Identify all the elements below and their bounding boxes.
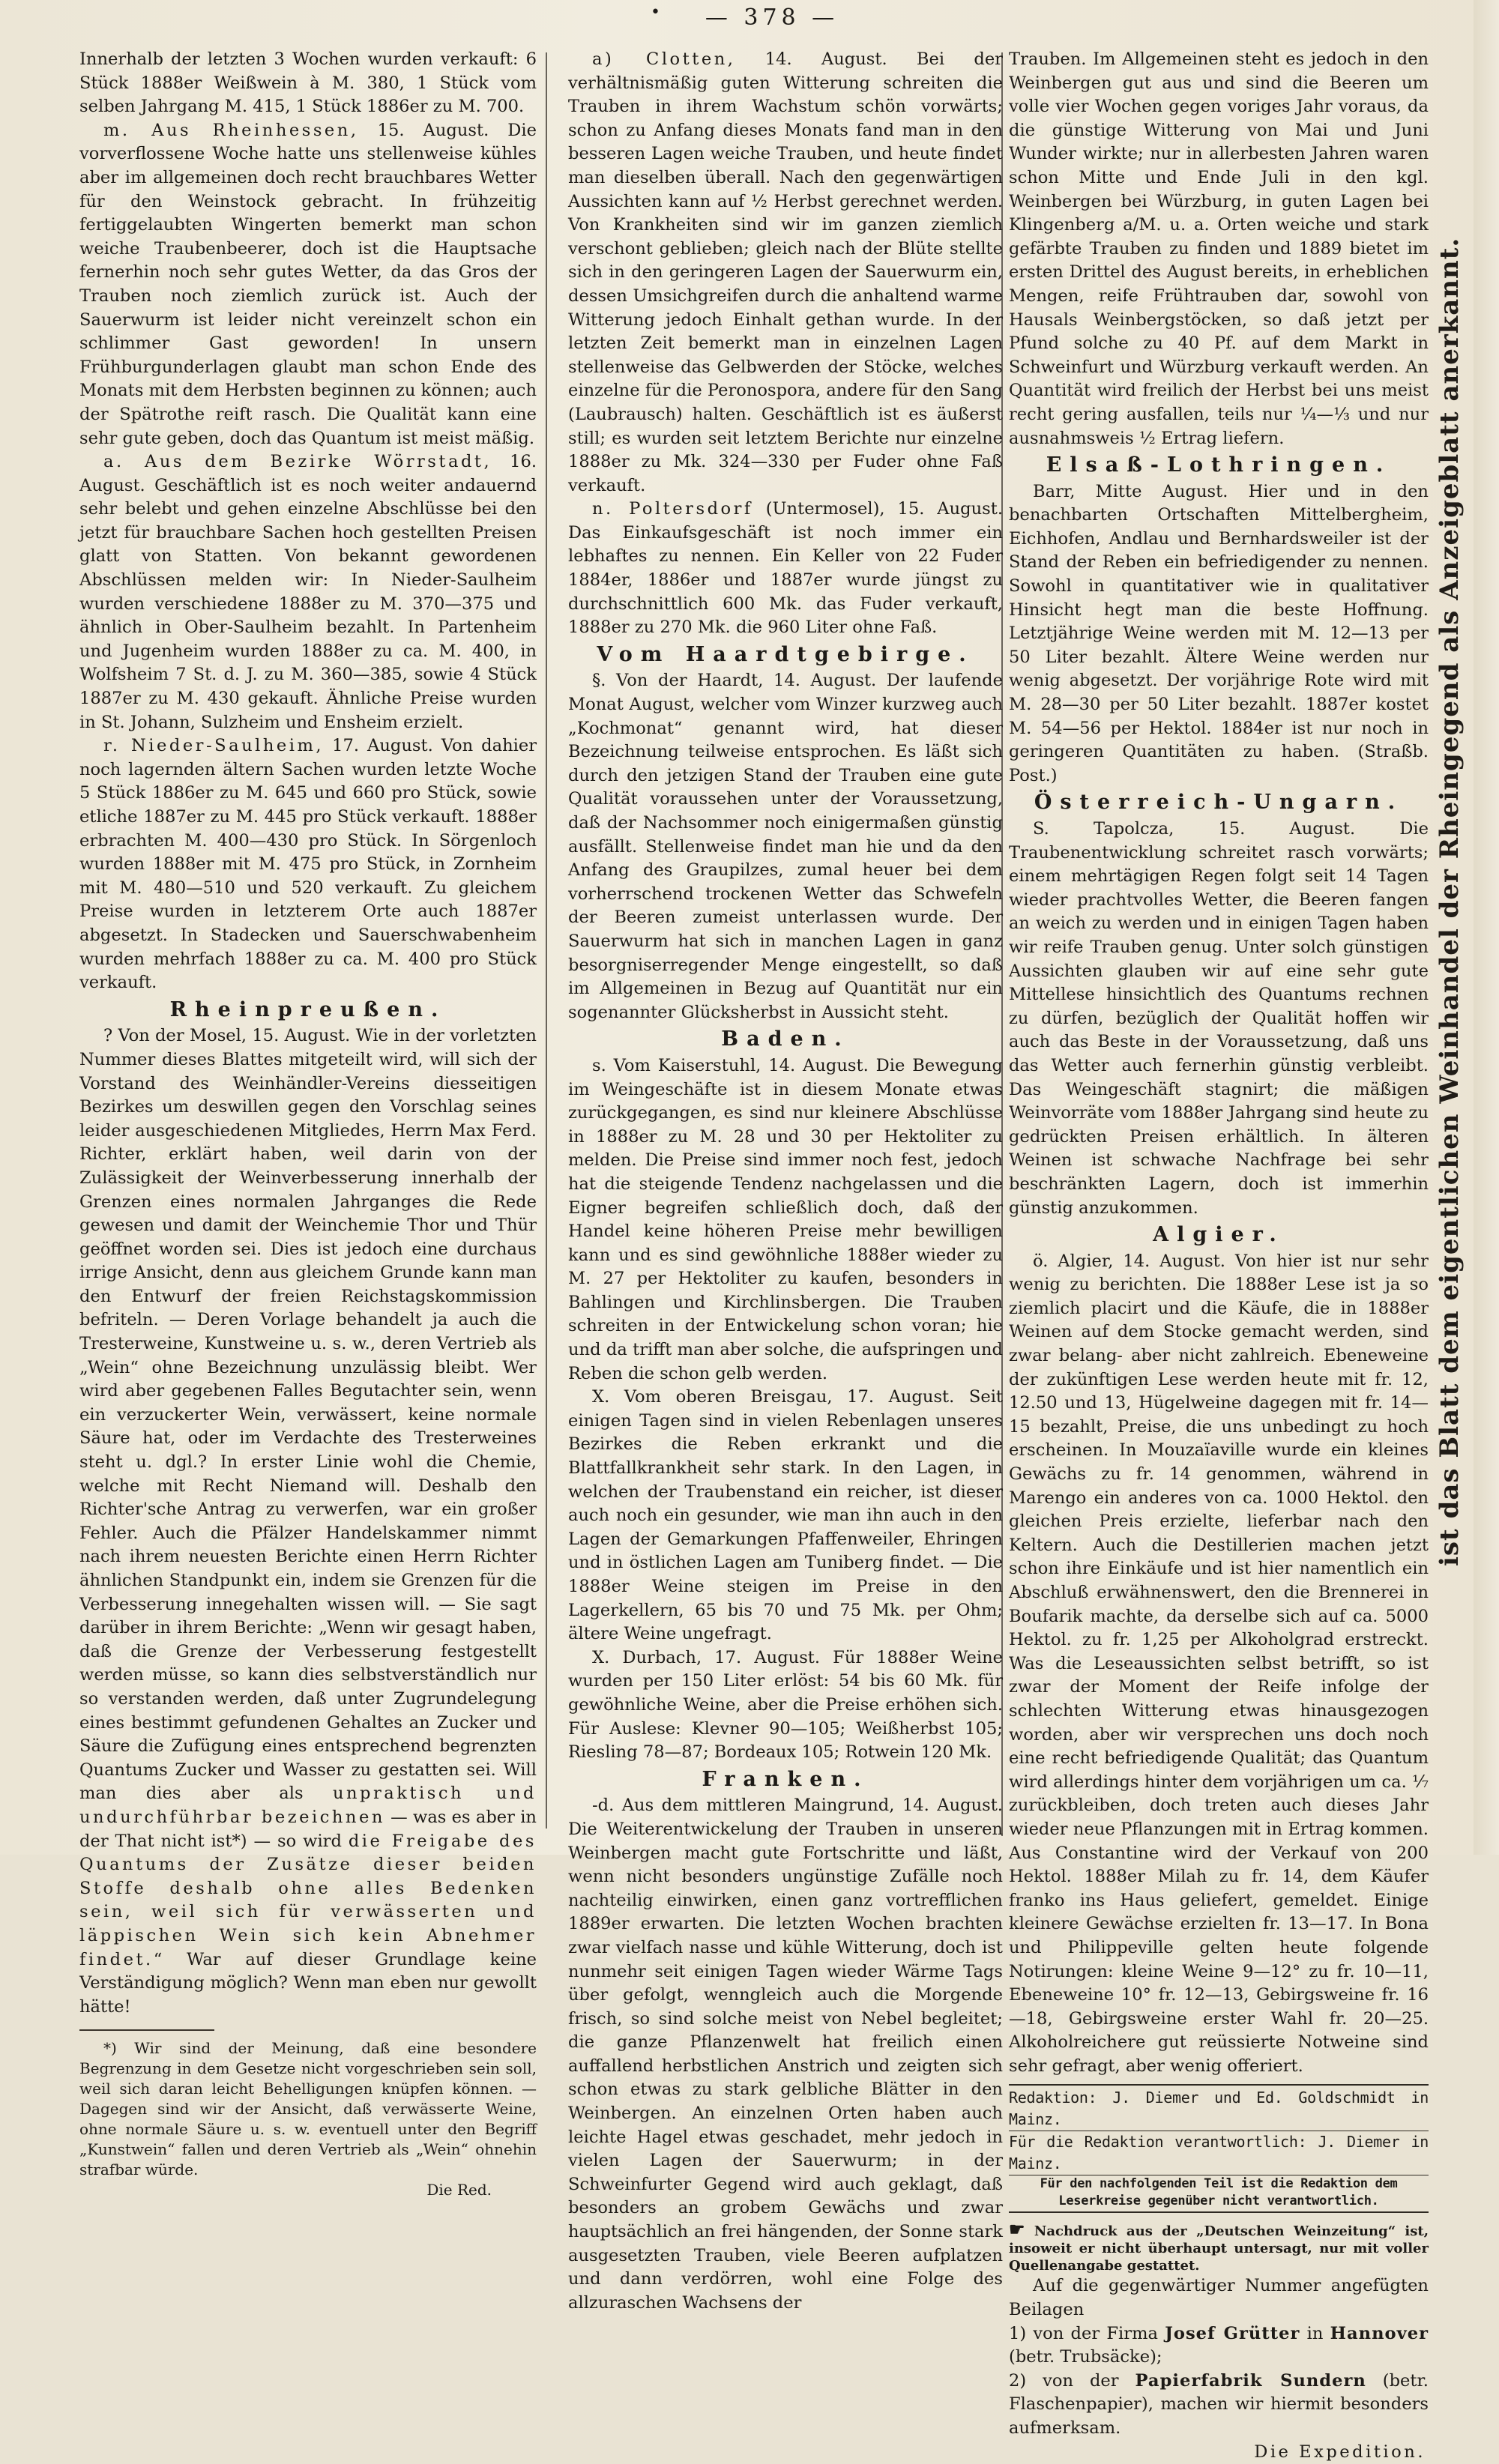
- article-text: (Untermosel), 15. August. Das Einkaufsgeschäft ist noch immer ein lebhaftes zu nennen. Ein Keller von 22 Fuder 1884er, 1886er und 1887er wurde jüngst zu durchschnittlich 600 Mk. das Fuder verkauft, 1888er zu 270 Mk. die 960 Liter ohne Faß.: [568, 499, 1004, 638]
- beilagen-intro: Auf die gegenwärtiger Nummer angefügten Beilagen: [1009, 2276, 1429, 2320]
- reprint-notice: [1009, 2220, 1429, 2274]
- margin-vertical-text: [1433, 105, 1469, 1574]
- dateline: m. Aus Rheinhessen,: [103, 120, 359, 140]
- column-3: [1009, 48, 1429, 2464]
- column-rule-1: [546, 52, 547, 1829]
- beilage-text: in: [1306, 2323, 1324, 2343]
- beilage-text: 1) von der Firma: [1009, 2323, 1158, 2343]
- footnote-rule: [79, 2029, 214, 2031]
- section-heading-algier: Algier.: [1153, 1223, 1285, 1247]
- company-city: Hannover: [1330, 2323, 1429, 2343]
- article-durbach: X. Durbach, 17. August. Für 1888er Weine wurden per 150 Liter erlöst: 54 bis 60 Mk. für gewöhnliche Weine, aber die Preise erhöhen sich. Für Auslese: Klevner 90—105; Weißherbst 105; Riesling 78—87; Bordeaux 105; Rotwein 120 Mk.: [568, 1647, 1003, 1763]
- reprint-notice-text: Nachdruck aus der „Deutschen Weinzeitung“ ist, insoweit er nicht überhaupt untersagt, nur mit voller Quellenangabe gestattet.: [1009, 2223, 1429, 2274]
- beilage-1: [1009, 2322, 1429, 2370]
- dateline: a) Clotten,: [592, 49, 736, 69]
- article-text: 17. August. Von dahier noch lagernden ältern Sachen wurden letzte Woche 5 Stück 1886er zu M. 645 und 660 pro Stück, sowie etliche 1887er zu M. 445 pro Stück verkauft. 1888er erbrachten M. 400—430 pro Stück. In Sörgenloch wurden 1888er mit M. 475 pro Stück, in Zornheim mit M. 480—510 und 520 verkauft. Zu gleichem Preise wurden in letzterem Orte auch 1887er abgesetzt. In Stadecken und Sauerschwabenheim wurden mehrfach 1888er zu ca. M. 400 pro Stück verkauft.: [79, 736, 537, 993]
- responsible-editor-line: Für die Redaktion verantwortlich: J. Diemer in Mainz.: [1009, 2131, 1429, 2175]
- article-mosel: [79, 1024, 537, 2019]
- article-clotten: [568, 48, 1003, 498]
- article-poltersdorf: [568, 498, 1003, 640]
- company-name: Josef Grütter: [1165, 2323, 1300, 2343]
- disclaimer-line: Für den nachfolgenden Teil ist die Redaktion dem Leserkreise gegenüber nicht verantwortlich.: [1009, 2175, 1429, 2210]
- article-text: 16. August. Geschäftlich ist es noch weiter andauernd sehr belebt und gehen einzelne Abschlüsse bei den jetzt für brauchbare Sachen hoch gestellten Preisen glatt von Statten. Von bekannt gewordenen Abschlüssen melden wir: In Nieder-Saulheim wurden verschiedene 1888er zu M. 370—375 und ähnlich in Ober-Saulheim bezahlt. In Partenheim und Jugenheim wurden 1888er zu ca. M. 400, in Wolfsheim 7 St. d. J. zu M. 360—385, sowie 4 Stück 1887er zu M. 430 gekauft. Ähnliche Preise wurden in St. Johann, Sulzheim und Ensheim erzielt.: [79, 452, 537, 732]
- editorial-box: [1009, 2084, 1429, 2213]
- footnote-text: *) Wir sind der Meinung, daß eine besondere Begrenzung in dem Gesetze nicht vorgeschrieben sein soll, weil sich daran leicht Behelligungen knüpfen können. — Dagegen sind wir der Ansicht, daß verwässerte Weine, ohne normale Säure u. s. w. eventuell unter den Begriff „Kunstwein“ fallen und deren Vertrieb als „Wein“ ohnehin strafbar würde.: [79, 2039, 537, 2179]
- article-breisgau: X. Vom oberen Breisgau, 17. August. Seit einigen Tagen sind in vielen Rebenlagen unseres Bezirkes die Reben erkrankt und die Blattfallkrankheit sehr stark. In den Lagen, in welchen der Traubenstand ein reicher, ist dieser auch noch ein gesunder, wie man ihn auch in den Lagen der Gemarkungen Pfaffenweiler, Ehringen und in östlichen Lagen am Tuniberg findet. — Die 1888er Weine steigen im Preise in den Lagerkellern, 65 bis 70 und 75 Mk. per Ohm; ältere Weine ungefragt.: [568, 1387, 1003, 1644]
- column-2: [568, 48, 1003, 2315]
- redaktion-line: Redaktion: J. Diemer und Ed. Goldschmidt in Mainz.: [1009, 2089, 1429, 2129]
- beilage-text: (betr. Flaschenpapier), machen wir hiermit besonders aufmerksam.: [1009, 2370, 1429, 2439]
- dateline: n. Poltersdorf: [592, 499, 753, 519]
- section-heading-oesterreich: Österreich-Ungarn.: [1034, 791, 1404, 815]
- section-heading-elsass: Elsaß-Lothringen.: [1046, 453, 1392, 477]
- article-algier: ö. Algier, 14. August. Von hier ist nur sehr wenig zu berichten. Die 1888er Lese ist ja so ziemlich placirt und die Käufe, die in 1888er Weinen auf dem Stocke gemacht werden, sind zwar belang- aber nicht zahlreich. Ebeneweine der zukünftigen Lese werden heute mit fr. 12, 12.50 und 13, Hügelweine dagegen mit fr. 14—15 bezahlt, Preise, die uns unbedingt zu hoch erscheinen. In Mouzaïaville wurde ein kleines Gewächs zu fr. 14 genommen, während in Marengo ein anderes von ca. 1000 Hektol. den gleichen Preis erzielte, lieferbar nach den Keltern. Auch die Destillerien machen jetzt schon ihre Einkäufe und ist hier namentlich ein Abschluß erwähnenswert, den die Brennerei in Boufarik machte, da derselbe sich auf ca. 5000 Hektol. zu fr. 1,25 per Alkoholgrad erstreckt. Was die Leseaussichten selbst betrifft, so ist zwar der Moment der Reife infolge der schlechten Witterung etwas hinausgezogen worden, aber wir versprechen uns doch noch eine recht befriedigende Qualität; das Quantum wird allerdings hinter dem vorjährigen um ca. ⅐ zurückbleiben, doch treten auch dieses Jahr wieder neue Pflanzungen mit in Ertrag kommen. Aus Constantine wird der Verkauf von 200 Hektol. 1888er Milah zu fr. 14, dem Käufer franko ins Haus geliefert, gemeldet. Einige kleinere Gewächse erzielten fr. 13—17. In Bona und Philippeville gelten heute folgende Notirungen: kleine Weine 9—12° zu fr. 10—11, Ebeneweine 10° fr. 12—13, Gebirgsweine fr. 16—18, Gebirgsweine erster Wahl fr. 20—25. Alkoholreichere gut reüssierte Notweine sind sehr gefragt, aber wenig offeriert.: [1009, 1251, 1429, 2076]
- column-1: [79, 48, 537, 2200]
- beilage-2: [1009, 2370, 1429, 2441]
- spaced-text: die Freigabe des Quantums der Zusätze dieser beiden Stoffe deshalb ohne alles Bedenken sein, weil sich für verwässerten und läppischen Wein sich kein Abnehmer findet.: [79, 1831, 537, 1969]
- company-name: Papierfabrik Sundern: [1135, 2370, 1366, 2391]
- article-text: — was es aber in der That nicht ist*) — so wird: [79, 1807, 537, 1851]
- section-heading-haardtgebirge: Vom Haardtgebirge.: [597, 642, 974, 666]
- article-paragraph: Innerhalb der letzten 3 Wochen wurden verkauft: 6 Stück 1888er Weißwein à M. 380, 1 Stück vom selben Jahrgang M. 415, 1 Stück 1886er zu M. 700.: [79, 49, 537, 117]
- dateline: a. Aus dem Bezirke Wörrstadt,: [103, 452, 492, 472]
- footnote: [79, 2038, 537, 2200]
- article-maingrund: -d. Aus dem mittleren Maingrund, 14. August. Die Weiterentwickelung der Trauben in unseren Weinbergen macht gute Fortschritte und läßt, wenn nicht besonders ungünstige Zufälle noch nachteilig einwirken, einen ganz vortrefflichen 1889er erwarten. Die letzten Wochen brachten zwar vielfach nasse und kühle Witterung, doch ist nunmehr seit einigen Tagen wieder Wärme Tags über gefolgt, wenngleich auch die Morgende frisch, so sind solche meist von Nebel begleitet; die ganze Pflanzenwelt hat freilich einen auffallend herbstlichen Anstrich und zeigten sich schon etwas zu stark gelbliche Blätter in den Weinbergen. An einzelnen Orten haben auch leichte Hagel etwas geschadet, mehr jedoch in vielen Lagen der Sauerwurm; in der Schweinfurter Gegend wird auch geklagt, daß besonders an grobem Gewächs und zwar hauptsächlich an frei hängenden, der Sonne stark ausgesetzten Trauben, viele Beeren aufplatzen und dann verdörren, wohl eine Folge des allzuraschen Wachsens der: [568, 1796, 1003, 2313]
- page-number: — 378 —: [705, 4, 839, 31]
- beilage-text: 2) von der: [1009, 2370, 1119, 2391]
- expedition-signature: Die Expedition.: [1254, 2442, 1426, 2462]
- article-nieder-saulheim: [79, 734, 537, 995]
- footnote-signature: Die Red.: [426, 2181, 492, 2199]
- section-heading-baden: Baden.: [721, 1027, 850, 1051]
- article-text: 15. August. Die vorverflossene Woche hatte uns stellenweise kühles aber im allgemeinen doch recht brauchbares Wetter für den Weinstock gebracht. In frühzeitig fertiggelaubten Wingerten bemerkt man schon weiche Traubenbeerer, doch ist die Hauptsache fernerhin noch sehr gutes Wetter, da das Gros der Trauben noch ziemlich zurück ist. Auch der Sauerwurm ist leider nicht vereinzelt schon ein schlimmer Gast geworden! In unsern Frühburgunderlagen glaubt man schon Ende des Monats mit dem Herbsten beginnen zu können; auch der Spätrothe reift rasch. Die Qualität kann eine sehr gute geben, doch das Quantum ist meist mäßig.: [79, 120, 537, 448]
- page-edge: [1474, 0, 1499, 1855]
- dateline: r. Nieder-Saulheim,: [103, 736, 325, 756]
- section-heading-rheinpreussen: Rheinpreußen.: [169, 997, 447, 1021]
- article-rheinhessen: [79, 119, 537, 450]
- article-text: “ War auf dieser Grundlage keine Verständigung möglich? Wenn man eben nur gewollt hätte!: [79, 1949, 537, 2017]
- article-continuation: Trauben. Im Allgemeinen steht es jedoch in den Weinbergen gut aus und sind die Beeren um volle vier Wochen gegen voriges Jahr voraus, da die günstige Witterung von Mai und Juni Wunder wirkte; nur in allerbesten Jahren waren schon Mitte und Ende Juli in den kgl. Weinbergen bei Würzburg, in guten Lagen bei Klingenberg a/M. u. a. Orten weiche und stark gefärbte Trauben zu finden und 1889 bietet im ersten Drittel des August bereits, in erheblichen Mengen, reife Frühtrauben dar, sowohl von Hausals Weinbergstöcken, so daß jetzt per Pfund solche zu 40 Pf. auf dem Markt in Schweinfurt und Würzburg verkauft werden. An Quantität wird freilich der Herbst bei uns meist recht gering ausfallen, teils nur ¼—⅓ und nur ausnahmsweis ½ Ertrag liefern.: [1009, 49, 1429, 448]
- article-text: ? Von der Mosel, 15. August. Wie in der vorletzten Nummer dieses Blattes mitgeteilt wird, will sich der Vorstand des Weinhändler-Vereins diesseitigen Bezirkes um deswillen gegen den Vorschlag seines leider ausgeschiedenen Mitgliedes, Herrn Max Ferd. Richter, erklärt haben, weil darin von der Zulässigkeit der Weinverbesserung innerhalb der Grenzen eines normalen Jahrganges die Rede gewesen und damit der Weinchemie Thor und Thür geöffnet worden sei. Dies ist jedoch eine durchaus irrige Ansicht, denn aus gleichem Grunde kann man den Entwurf der freien Reichstagskommission befriteln. — Deren Vorlage behandelt ja auch die Tresterweine, Kunstweine u. s. w., deren Vertrieb als „Wein“ ohne Bezeichnung unzulässig bleibt. Wer wird aber gegebenen Falles Begutachter sein, wenn ein verzuckerter Wein, verwässert, keine normale Säure hat, oder im Verdachte des Tresterweines steht u. dgl.? In erster Linie wohl die Chemie, welche mit Recht Niemand will. Deshalb den Richter'sche Antrag zu verwerfen, war ein großer Fehler. Auch die Pfälzer Handelskammer nimmt nach ihrem neuesten Berichte einen Herrn Richter ähnlichen Standpunkt ein, indem sie Grenzen für die Verbesserung innegehalten wissen will. — Sie sagt darüber in ihrem Berichte: „Wenn wir gesagt haben, daß die Grenze der Verbesserung festgestellt werden müsse, so kann dies selbstverständlich nur so verstanden werden, daß unter Zugrundelegung eines bestimmt gefundenen Gehaltes an Zucker und Säure die Zufügung eines entsprechend begrenzten Quantums Zucker und Wasser zu gestatten sei. Will man dies aber als: [79, 1026, 537, 1804]
- article-tapolcza: S. Tapolcza, 15. August. Die Traubenentwicklung schreitet rasch vorwärts; einem mehrtägigen Regen folgt seit 14 Tagen wieder prachtvolles Wetter, die Beeren fangen an weich zu werden und in einigen Tagen haben wir reife Trauben genug. Unter solch günstigen Aussichten glauben wir auf eine sehr gute Mittellese hinsichtlich des Quantums rechnen zu dürfen, bezüglich der Qualität hoffen wir auch das Beste in der Voraussetzung, daß uns das Wetter auch fernerhin günstig verbleibt. Das Weingeschäft stagnirt; die mäßigen Weinvorräte vom 1888er Jahrgang sind heute zu gedrückten Preisen erhältlich. In älteren Weinen ist schwache Nachfrage bei sehr beschränkten Lagern, doch ist immerhin günstig anzukommen.: [1009, 819, 1429, 1218]
- header-mark: •: [651, 3, 660, 22]
- margin-text: ist das Blatt dem eigentlichen Weinhandel der Rheingegend als Anzeigeblatt anerkannt.: [1435, 237, 1465, 1566]
- article-haardt: §. Von der Haardt, 14. August. Der laufende Monat August, welcher vom Winzer kurzweg auch „Kochmonat“ genannt wird, hat dieser Bezeichnung teilweise entsprochen. Es läßt sich durch den jetzigen Stand der Trauben eine gute Qualität voraussehen unter der Voraussetzung, daß der Nachsommer noch einigermaßen günstig ausfällt. Stellenweise findet man hie und da den Anfang des Graupilzes, zumal heuer bei dem vorherrschend trockenen Wetter das Schwefeln der Beeren zumeist unterlassen wurde. Der Sauerwurm hat sich in manchen Lagen in ganz besorgniserregender Menge eingestellt, so daß im Allgemeinen in Bezug auf Quantität nur ein sogenannter Glücksherbst in Aussicht steht.: [568, 671, 1003, 1022]
- article-kaiserstuhl: s. Vom Kaiserstuhl, 14. August. Die Bewegung im Weingeschäfte ist in diesem Monate etwas zurückgegangen, es sind nur kleinere Abschlüsse in 1888er zu M. 28 und 30 per Hektoliter zu melden. Die Preise sind immer noch fest, jedoch hat die steigende Tendenz nachgelassen und die Eigner begreifen schließlich doch, daß der Handel keine höheren Preise mehr bewilligen kann und es sind gewöhnliche 1888er wieder zu M. 27 per Hektoliter zu kaufen, besonders in Bahlingen und Kirchlinsbergen. Die Trauben schreiten in der Entwickelung schon voran; hie und da trifft man aber solche, die aufspringen und Reben die schon gelb werden.: [568, 1055, 1003, 1383]
- pointing-hand-icon: ☛: [1009, 2218, 1025, 2241]
- article-barr: Barr, Mitte August. Hier und in den benachbarten Ortschaften Mittelbergheim, Eichhofen, Andlau und Bernhardsweiler ist der Stand der Reben ein befriedigender zu nennen. Sowohl in quantitativer wie in qualitativer Hinsicht hegt man die beste Hoffnung. Letztjährige Weine werden mit M. 12—13 per 50 Liter bezahlt. Ältere Weine werden nur wenig abgesetzt. Der vorjährige Rote wird mit M. 28—30 per 50 Liter bezahlt. 1887er kostet M. 54—56 per Hektol. 1884er ist nur noch in geringeren Quantitäten zu haben. (Straßb. Post.): [1009, 481, 1429, 785]
- section-heading-franken: Franken.: [702, 1767, 869, 1791]
- spaced-text: unpraktisch und undurchführbar bezeichnen: [79, 1784, 537, 1827]
- article-text: 14. August. Bei der verhältnismäßig guten Witterung schreiten die Trauben in ihrem Wachstum schön vorwärts; schon zu Anfang dieses Monats fand man in den besseren Lagen weiche Trauben, und heute findet man dieselben überall. Nach den gegenwärtigen Aussichten kann auf ½ Herbst gerechnet werden. Von Krankheiten sind wir im ganzen ziemlich verschont geblieben; gleich nach der Blüte stellte sich in den geringeren Lagen der Sauerwurm ein, dessen Umsichgreifen durch die anhaltend warme Witterung jedoch Einhalt gethan wurde. In der letzten Zeit bemerkt man in einzelnen Lagen stellenweise das Gelbwerden der Stöcke, welches einzelne für die Peronospora, andere für den Sang (Laubrausch) halten. Geschäftlich ist es äußerst still; es wurden seit letztem Berichte nur einzelne 1888er zu Mk. 324—330 per Fuder ohne Faß verkauft.: [568, 49, 1003, 495]
- beilage-text: (betr. Trubsäcke);: [1009, 2347, 1162, 2367]
- article-woerrstadt: [79, 450, 537, 734]
